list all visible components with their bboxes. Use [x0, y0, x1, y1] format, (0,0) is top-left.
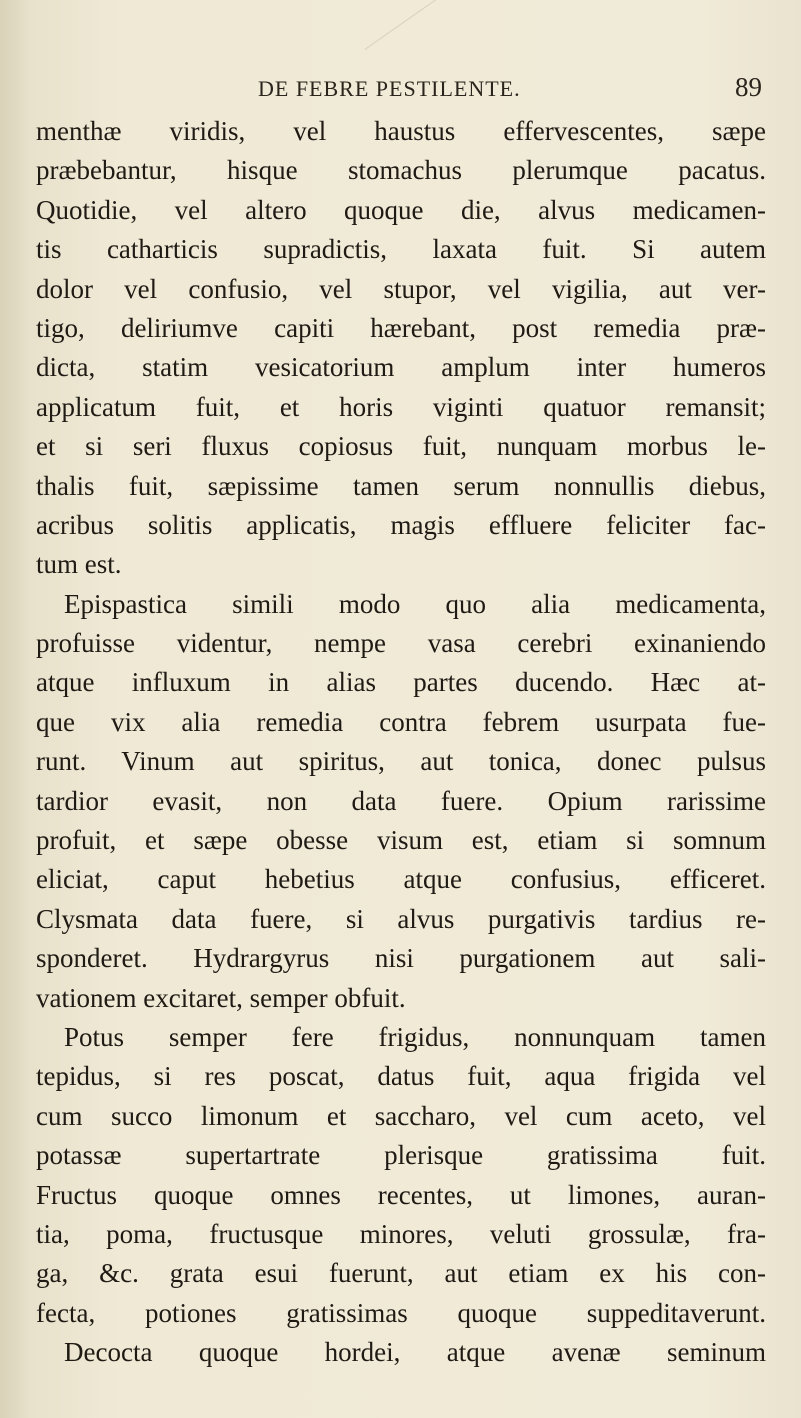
- text-line: menthæ viridis, vel haustus effervescentes, sæpe: [36, 116, 766, 146]
- text-line: tis catharticis supradictis, laxata fuit. Si autem: [36, 234, 766, 265]
- text-line: que vix alia remedia contra febrem usurpata fue-: [36, 706, 766, 737]
- text-line: Epispastica simili modo quo alia medicamenta,: [64, 588, 766, 619]
- text-line: Decocta quoque hordei, atque avenæ seminum: [64, 1337, 766, 1368]
- text-line: tigo, deliriumve capiti hærebant, post remedia præ-: [36, 312, 766, 343]
- running-head: DE FEBRE PESTILENTE.: [258, 76, 521, 101]
- text-line: tardior evasit, non data fuere. Opium rarissime: [36, 785, 766, 816]
- text-line: acribus solitis applicatis, magis effluere feliciter fac-: [36, 509, 766, 540]
- text-line: tepidus, si res poscat, datus fuit, aqua frigida vel: [36, 1061, 766, 1092]
- text-line: eliciat, caput hebetius atque confusius, efficeret.: [36, 864, 766, 895]
- text-line: runt. Vinum aut spiritus, aut tonica, donec pulsus: [36, 746, 766, 777]
- text-line: applicatum fuit, et horis viginti quatuor remansit;: [36, 391, 766, 422]
- text-line: thalis fuit, sæpissime tamen serum nonnullis diebus,: [36, 470, 766, 501]
- text-line: atque influxum in alias partes ducendo. Hæc at-: [36, 667, 766, 698]
- text-line: sponderet. Hydrargyrus nisi purgationem aut sali-: [36, 943, 766, 974]
- text-line: profuisse videntur, nempe vasa cerebri exinaniendo: [36, 628, 766, 659]
- text-line: Fructus quoque omnes recentes, ut limones, auran-: [36, 1179, 766, 1210]
- text-line: ga, &c. grata esui fuerunt, aut etiam ex his con-: [36, 1258, 766, 1289]
- text-line: vationem excitaret, semper obfuit.: [36, 982, 406, 1013]
- text-line: cum succo limonum et saccharo, vel cum aceto, vel: [36, 1100, 766, 1131]
- text-line: fecta, potiones gratissimas quoque suppeditaverunt.: [36, 1297, 766, 1328]
- page-header: [0, 66, 801, 106]
- text-line: potassæ supertartrate plerisque gratissima fuit.: [36, 1140, 766, 1171]
- text-line: tia, poma, fructusque minores, veluti grossulæ, fra-: [36, 1218, 766, 1249]
- text-line: dicta, statim vesicatorium amplum inter humeros: [36, 352, 766, 383]
- text-line: Potus semper fere frigidus, nonnunquam tamen: [64, 1021, 766, 1052]
- text-line: Clysmata data fuere, si alvus purgativis tardius re-: [36, 903, 766, 934]
- text-line: profuit, et sæpe obesse visum est, etiam si somnum: [36, 825, 766, 856]
- body-text: [36, 112, 766, 1373]
- text-line: dolor vel confusio, vel stupor, vel vigilia, aut ver-: [36, 273, 766, 304]
- page-number: 89: [735, 72, 762, 102]
- text-line: Quotidie, vel altero quoque die, alvus medicamen-: [36, 194, 766, 225]
- text-line: præbebantur, hisque stomachus plerumque pacatus.: [36, 155, 766, 186]
- paper-stain: [330, 0, 512, 50]
- text-line: et si seri fluxus copiosus fuit, nunquam morbus le-: [36, 431, 766, 462]
- text-line: tum est.: [36, 549, 122, 580]
